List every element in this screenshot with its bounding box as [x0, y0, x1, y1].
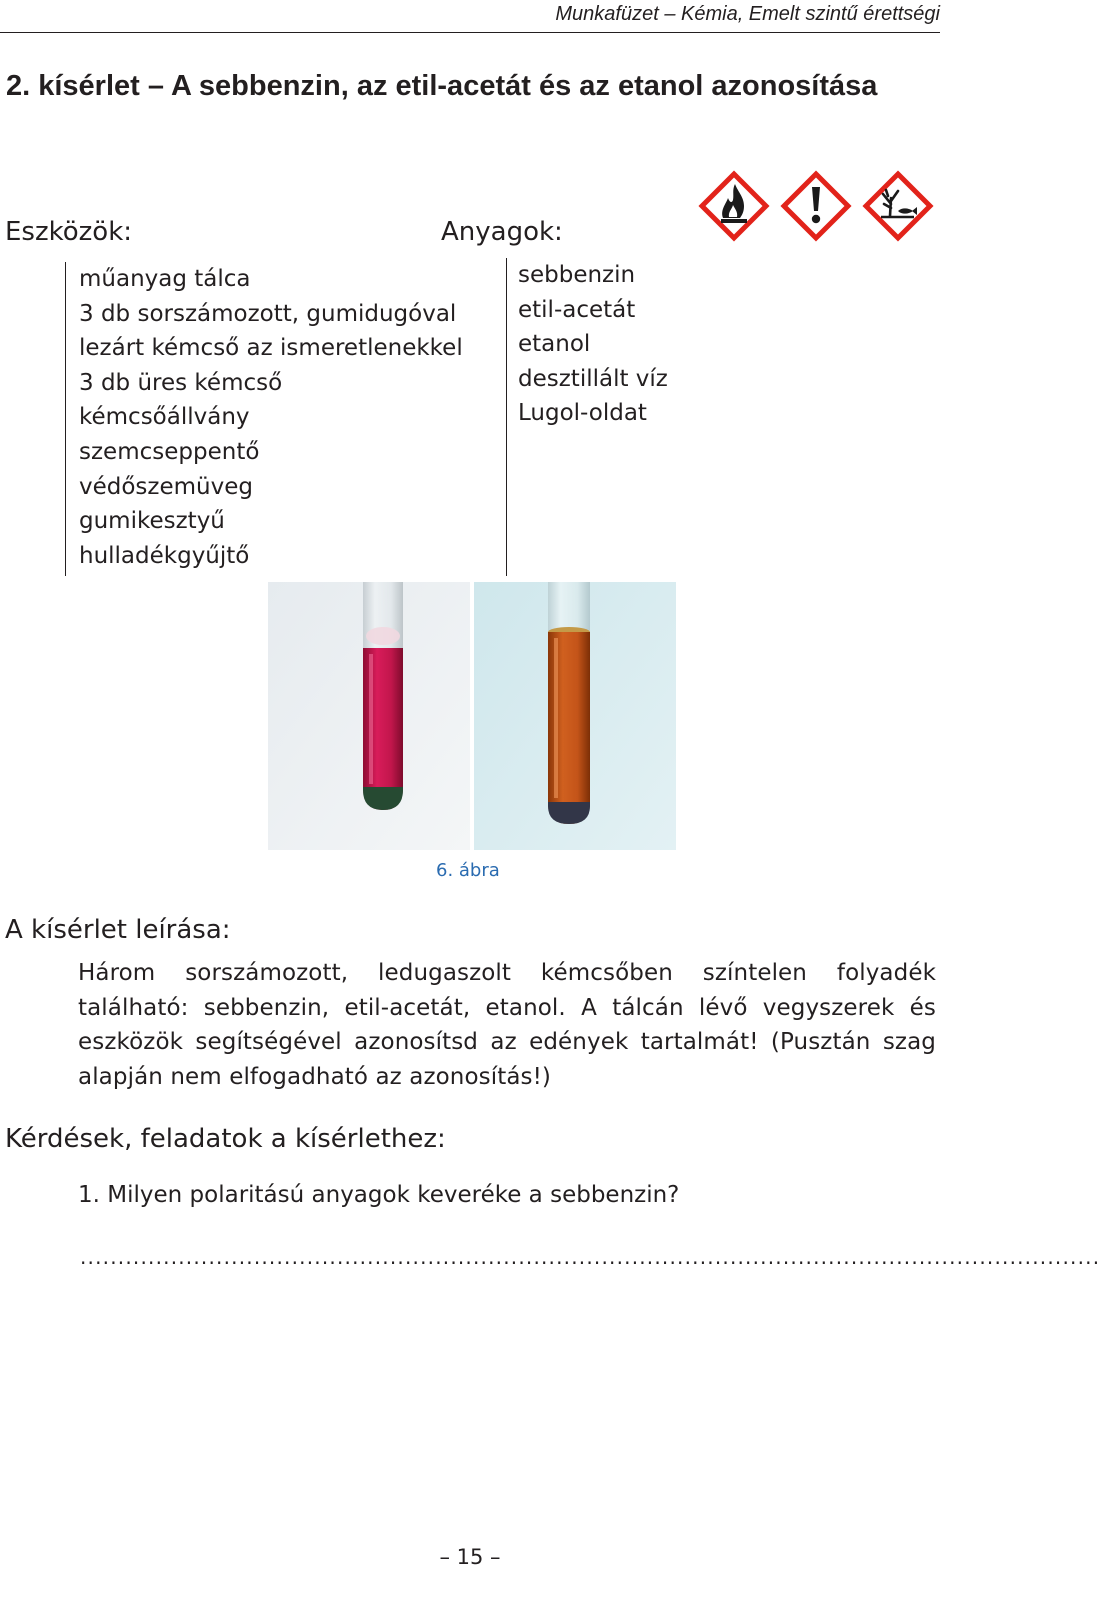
exclamation-icon [780, 170, 852, 242]
environment-hazard-icon [862, 170, 934, 242]
tools-item: kémcsőállvány [79, 404, 250, 431]
tools-item: gumikesztyű [79, 508, 225, 535]
question-item [78, 1180, 679, 1210]
tools-item: lezárt kémcső az ismeretlenekkel [79, 335, 463, 362]
experiment-title: 2. kísérlet – A sebbenzin, az etil-acetát és az etanol azonosítása [6, 70, 878, 102]
materials-item: etil-acetát [518, 296, 636, 323]
tools-item: 3 db sorszámozott, gumidugóval [79, 300, 457, 327]
materials-item: sebbenzin [518, 262, 636, 288]
questions-label: Kérdések, feladatok a kísérlethez: [5, 1124, 446, 1154]
tools-label: Eszközök: [5, 217, 133, 247]
figure-caption: 6. ábra [436, 860, 500, 881]
materials-item: etanol [518, 331, 591, 358]
page-number: – 15 – [439, 1545, 501, 1569]
page-header [0, 0, 940, 33]
question-number: 1. [78, 1182, 100, 1208]
tools-item: hulladékgyűjtő [79, 542, 250, 569]
flammable-icon [698, 170, 770, 242]
description-label: A kísérlet leírása: [5, 915, 231, 945]
tools-item: védőszemüveg [79, 473, 253, 500]
tools-item: szemcseppentő [79, 438, 260, 465]
header-text: Munkafüzet – Kémia, Emelt szintű érettségi [555, 3, 940, 25]
tools-list [65, 262, 519, 576]
tools-item: műanyag tálca [79, 266, 251, 292]
answer-line[interactable]: ....................................................................................................................................... [80, 1245, 1100, 1269]
test-tube-photo-orange [474, 582, 676, 850]
materials-item: Lugol-oldat [518, 400, 647, 427]
test-tube-photo-pink [268, 582, 470, 850]
materials-item: desztillált víz [518, 365, 668, 392]
materials-label: Anyagok: [441, 217, 563, 247]
description-text: Három sorszámozott, ledugaszolt kémcsőben színtelen folyadék található: sebbenzin, etil-acetát, etanol. A tálcán lévő vegyszerek és eszközök segítségével azonosítsd az edények tartalmát! (Pusztán szag alapján nem elfogadható az azonosítás!) [78, 960, 936, 1090]
tools-item: 3 db üres kémcső [79, 369, 283, 396]
materials-list [506, 258, 718, 576]
question-text: Milyen polaritású anyagok keveréke a sebbenzin? [107, 1182, 680, 1208]
